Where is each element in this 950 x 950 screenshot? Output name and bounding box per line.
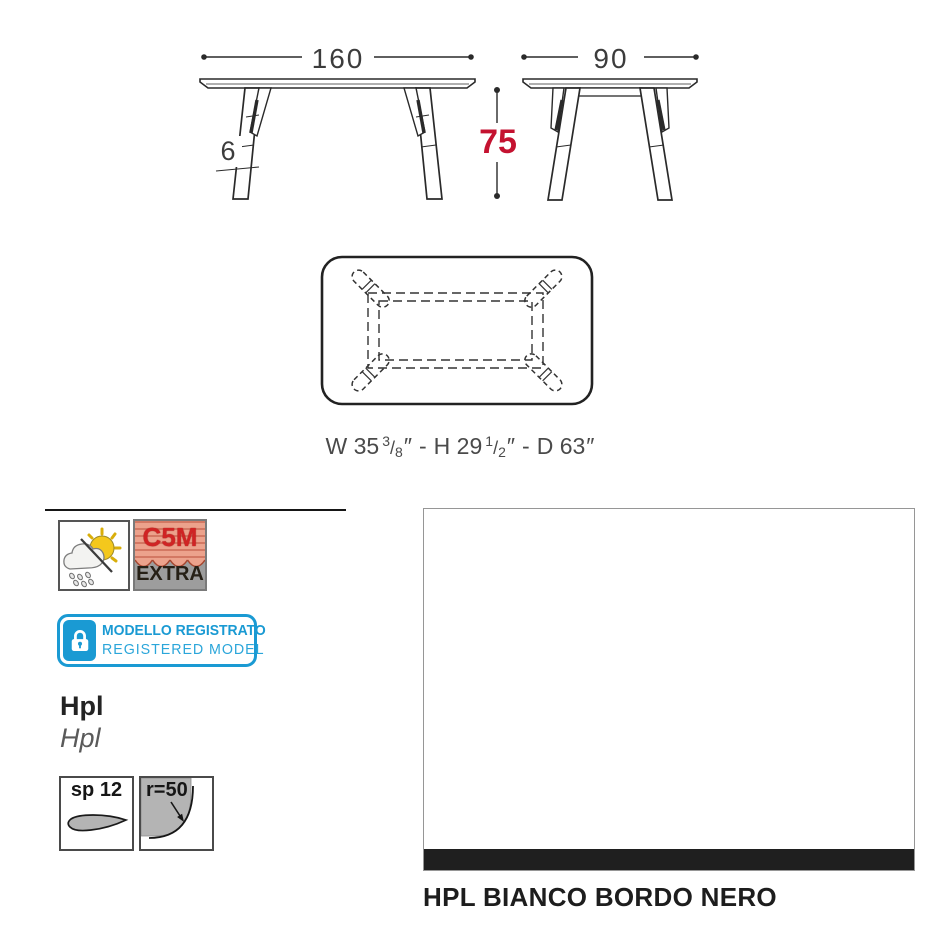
imperial-height: H 29 bbox=[433, 433, 483, 459]
width-fraction-numerator: 3 bbox=[382, 433, 391, 449]
finish-swatch bbox=[423, 508, 915, 871]
lock-icon bbox=[69, 626, 91, 655]
imperial-dimensions-text bbox=[285, 433, 635, 460]
side-elevation-drawing bbox=[523, 79, 697, 200]
outdoor-use-badge bbox=[58, 520, 130, 591]
registered-model-line-it: MODELLO REGISTRATO bbox=[102, 621, 266, 639]
corner-radius-box bbox=[139, 776, 214, 851]
registered-model-line-en: REGISTERED MODEL bbox=[102, 640, 265, 658]
inch-mark: ″ bbox=[506, 433, 516, 459]
inch-mark: ″ bbox=[403, 433, 412, 459]
edge-thickness-label: sp 12 bbox=[70, 779, 123, 801]
material-name-primary: Hpl bbox=[60, 691, 104, 721]
corrosion-class-badge bbox=[133, 519, 207, 591]
registered-model-text bbox=[102, 622, 278, 660]
finish-swatch-label: HPL BIANCO BORDO NERO bbox=[423, 882, 777, 912]
dimension-lines bbox=[201, 54, 699, 199]
corner-radius-label: r=50 bbox=[146, 779, 188, 801]
corrosion-class-extra-label: EXTRA bbox=[136, 563, 204, 585]
corrosion-class-label: C5M bbox=[142, 522, 198, 552]
sun-cloud-rain-icon bbox=[60, 522, 128, 589]
imperial-depth: D 63 bbox=[536, 433, 586, 459]
edge-thickness-box bbox=[59, 776, 134, 851]
leg-thickness-dimension: 6 bbox=[214, 136, 242, 167]
registered-model-badge bbox=[57, 614, 266, 667]
side-width-dimension: 90 bbox=[578, 43, 644, 75]
separator-dash: - bbox=[522, 433, 530, 459]
height-fraction-numerator: 1 bbox=[485, 433, 494, 449]
front-width-dimension: 160 bbox=[302, 43, 374, 75]
separator-dash: - bbox=[419, 433, 427, 459]
fraction-slash: / bbox=[493, 438, 499, 458]
lock-tile bbox=[63, 620, 96, 661]
inch-mark: ″ bbox=[586, 433, 595, 459]
imperial-width: W 35 bbox=[325, 433, 380, 459]
swatch-edge-bar bbox=[424, 849, 914, 870]
plan-view-drawing bbox=[322, 257, 592, 404]
section-divider bbox=[45, 509, 346, 511]
height-fraction-denominator: 2 bbox=[498, 444, 506, 460]
height-dimension: 75 bbox=[479, 123, 517, 161]
material-name-secondary: Hpl bbox=[60, 723, 101, 753]
fraction-slash: / bbox=[390, 438, 396, 458]
width-fraction-denominator: 8 bbox=[395, 444, 403, 460]
